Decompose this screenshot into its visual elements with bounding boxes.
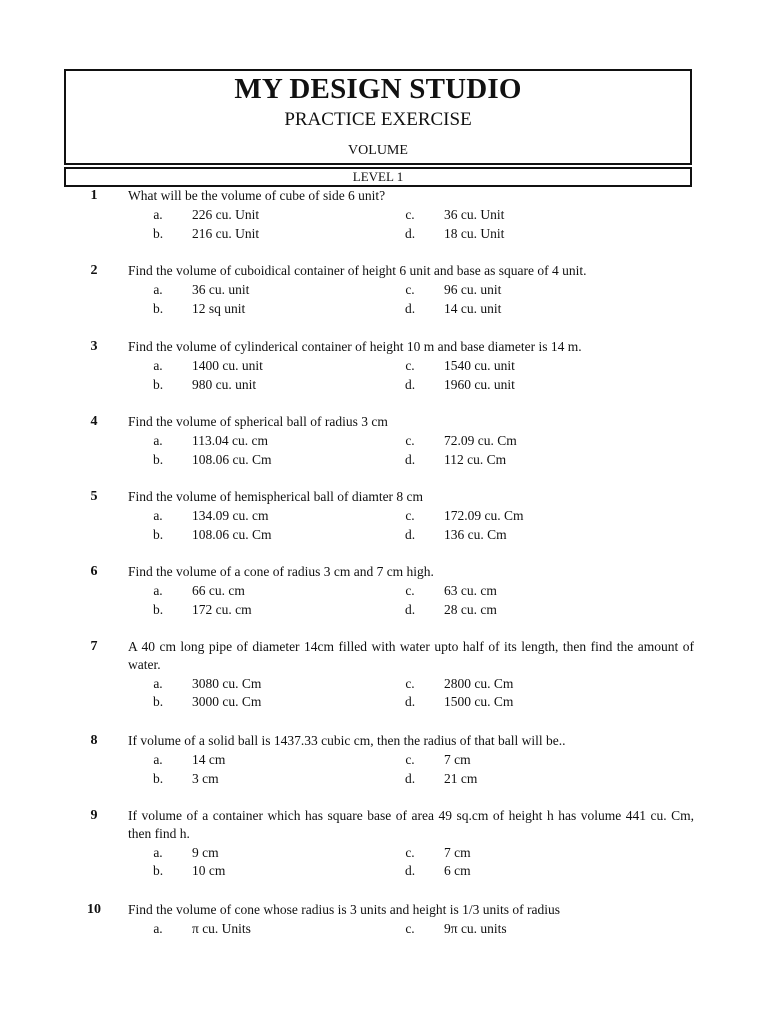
option-text: 72.09 cu. Cm: [444, 433, 517, 448]
question-text: Find the volume of hemispherical ball of diamter 8 cm: [128, 489, 424, 504]
option-text: 2800 cu. Cm: [444, 676, 514, 691]
option-text: 96 cu. unit: [444, 282, 502, 297]
option-text: π cu. Units: [192, 921, 251, 936]
option-text: 980 cu. unit: [192, 377, 257, 392]
studio-title: MY DESIGN STUDIO: [234, 73, 522, 105]
question-text: Find the volume of a cone of radius 3 cm and 7 cm high.: [128, 564, 434, 579]
option-letter: d.: [404, 863, 416, 878]
option-letter: d.: [404, 694, 416, 709]
option-letter: a.: [153, 282, 163, 297]
option-text: 36 cu. unit: [192, 282, 250, 297]
option-letter: b.: [152, 602, 164, 617]
option-letter: b.: [152, 226, 164, 241]
option-text: 108.06 cu. Cm: [192, 452, 272, 467]
option-letter: b.: [152, 694, 164, 709]
option-letter: b.: [152, 301, 164, 316]
question-text: If volume of a solid ball is 1437.33 cubic cm, then the radius of that ball will be..: [128, 733, 566, 748]
option-text: 113.04 cu. cm: [192, 433, 268, 448]
option-letter: d.: [404, 301, 416, 316]
question-number: 5: [90, 489, 98, 504]
option-text: 7 cm: [444, 845, 471, 860]
option-text: 12 sq unit: [192, 301, 246, 316]
option-text: 134.09 cu. cm: [192, 508, 269, 523]
option-letter: d.: [404, 602, 416, 617]
question-number: 3: [90, 339, 98, 354]
option-text: 10 cm: [192, 863, 226, 878]
question-number: 4: [90, 414, 98, 429]
option-letter: a.: [153, 752, 163, 767]
option-text: 1540 cu. unit: [444, 358, 515, 373]
question-text: Find the volume of cone whose radius is 3 units and height is 1/3 units of radius: [128, 902, 560, 917]
option-text: 66 cu. cm: [192, 583, 245, 598]
option-text: 226 cu. Unit: [192, 207, 260, 222]
option-letter: b.: [152, 771, 164, 786]
option-letter: c.: [405, 358, 415, 373]
option-text: 7 cm: [444, 752, 471, 767]
option-text: 172 cu. cm: [192, 602, 252, 617]
option-letter: a.: [153, 207, 163, 222]
question-text: A 40 cm long pipe of diameter 14cm filled with water upto half of its length, then find the amount of water.: [128, 639, 694, 672]
option-letter: a.: [153, 921, 163, 936]
question-text: Find the volume of spherical ball of radius 3 cm: [128, 414, 388, 429]
question-text: Find the volume of cylinderical container of height 10 m and base diameter is 14 m.: [128, 339, 582, 354]
option-letter: c.: [405, 583, 415, 598]
option-text: 216 cu. Unit: [192, 226, 260, 241]
option-text: 14 cm: [192, 752, 226, 767]
question-number: 9: [90, 808, 98, 823]
option-letter: c.: [405, 752, 415, 767]
option-text: 21 cm: [444, 771, 478, 786]
option-letter: d.: [404, 452, 416, 467]
option-text: 1400 cu. unit: [192, 358, 263, 373]
question-text: What will be the volume of cube of side 6 unit?: [128, 188, 386, 203]
option-letter: c.: [405, 508, 415, 523]
option-text: 18 cu. Unit: [444, 226, 505, 241]
option-letter: c.: [405, 921, 415, 936]
question-text: Find the volume of cuboidical container of height 6 unit and base as square of 4 unit.: [128, 263, 587, 278]
option-text: 28 cu. cm: [444, 602, 497, 617]
option-text: 3080 cu. Cm: [192, 676, 262, 691]
level-label: LEVEL 1: [64, 167, 692, 187]
exercise-subtitle: PRACTICE EXERCISE: [284, 109, 472, 130]
option-text: 63 cu. cm: [444, 583, 497, 598]
option-text: 36 cu. Unit: [444, 207, 505, 222]
topic-label: VOLUME: [348, 143, 408, 158]
option-letter: b.: [152, 452, 164, 467]
option-letter: a.: [153, 433, 163, 448]
option-text: 6 cm: [444, 863, 471, 878]
option-letter: b.: [152, 377, 164, 392]
option-text: 9π cu. units: [444, 921, 507, 936]
option-text: 3000 cu. Cm: [192, 694, 262, 709]
question-text: If volume of a container which has square base of area 49 sq.cm of height h has volume 441 cu. Cm, then find h.: [128, 808, 694, 841]
option-text: 1500 cu. Cm: [444, 694, 514, 709]
option-text: 108.06 cu. Cm: [192, 527, 272, 542]
option-letter: c.: [405, 207, 415, 222]
question-number: 8: [90, 733, 98, 748]
header-box: [64, 69, 692, 165]
option-letter: c.: [405, 676, 415, 691]
question-number: 6: [90, 564, 98, 579]
question-number: 2: [90, 263, 98, 278]
option-text: 3 cm: [192, 771, 219, 786]
option-text: 172.09 cu. Cm: [444, 508, 524, 523]
question-number: 10: [87, 902, 101, 917]
option-text: 112 cu. Cm: [444, 452, 507, 467]
option-letter: a.: [153, 358, 163, 373]
option-letter: d.: [404, 527, 416, 542]
option-letter: d.: [404, 377, 416, 392]
option-letter: c.: [405, 282, 415, 297]
option-text: 136 cu. Cm: [444, 527, 507, 542]
option-letter: a.: [153, 508, 163, 523]
option-letter: d.: [404, 771, 416, 786]
option-letter: c.: [405, 433, 415, 448]
option-letter: c.: [405, 845, 415, 860]
question-number: 1: [90, 188, 98, 203]
option-letter: d.: [404, 226, 416, 241]
option-text: 9 cm: [192, 845, 219, 860]
option-text: 14 cu. unit: [444, 301, 502, 316]
option-letter: b.: [152, 527, 164, 542]
option-text: 1960 cu. unit: [444, 377, 515, 392]
option-letter: a.: [153, 583, 163, 598]
option-letter: a.: [153, 845, 163, 860]
option-letter: a.: [153, 676, 163, 691]
question-number: 7: [90, 639, 98, 654]
option-letter: b.: [152, 863, 164, 878]
